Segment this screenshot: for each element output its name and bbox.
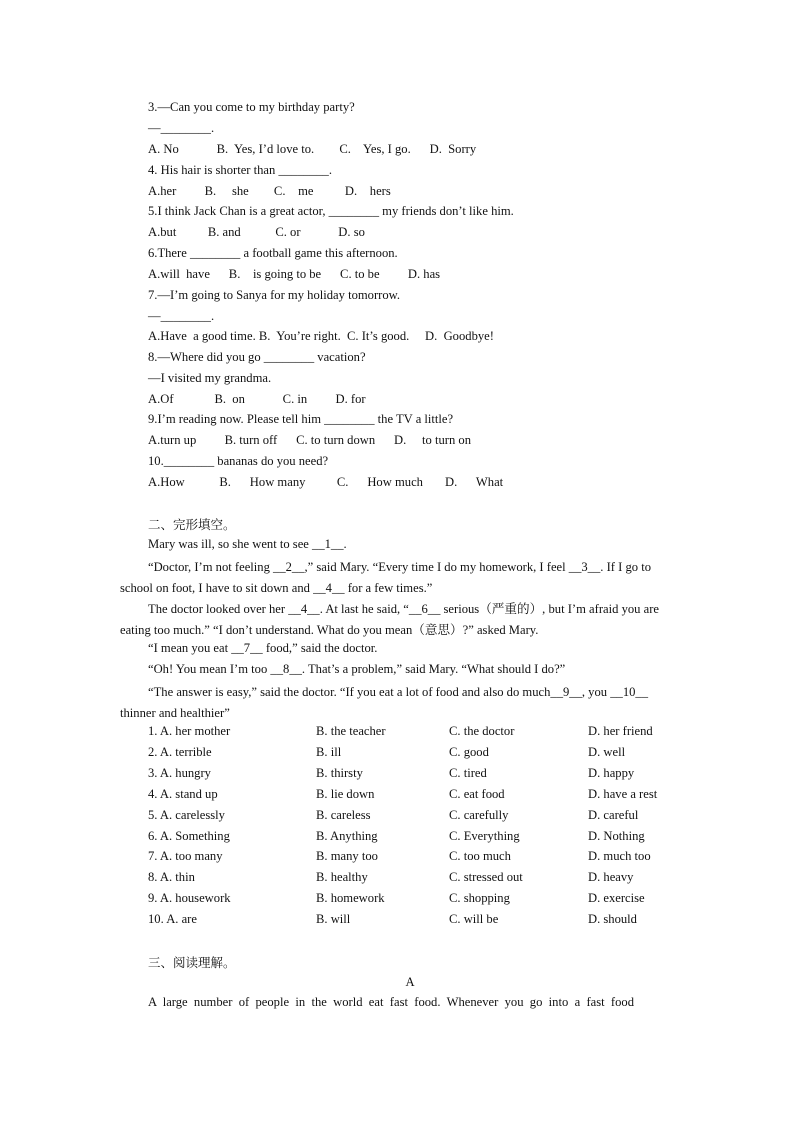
- cloze-option-6-B: B. Anything: [316, 828, 378, 843]
- question-5: 5.I think Jack Chan is a great actor, ________ my friends don’t like him.: [148, 204, 514, 218]
- cloze-option-2-C: C. good: [449, 744, 489, 759]
- question-7-answer-blank: —________.: [148, 309, 215, 323]
- cloze-paragraph-6: “The answer is easy,” said the doctor. “If you eat a lot of food and also do much__9__, you __10__ thinner and healthier”: [120, 685, 649, 720]
- cloze-paragraph-1: Mary was ill, so she went to see __1__.: [148, 537, 347, 551]
- cloze-option-6-A: 6. A. Something: [148, 828, 230, 843]
- cloze-option-3-D: D. happy: [588, 765, 635, 780]
- cloze-option-7-A: 7. A. too many: [148, 849, 223, 864]
- cloze-option-4-C: C. eat food: [449, 786, 505, 801]
- cloze-paragraph-5: “Oh! You mean I’m too __8__. That’s a problem,” said Mary. “What should I do?”: [148, 662, 566, 676]
- cloze-option-8-B: B. healthy: [316, 870, 368, 885]
- cloze-option-7-D: D. much too: [588, 849, 651, 864]
- cloze-option-4-B: B. lie down: [316, 786, 375, 801]
- cloze-option-7-B: B. many too: [316, 849, 378, 864]
- cloze-option-1-B: B. the teacher: [316, 724, 386, 738]
- cloze-option-8-C: C. stressed out: [449, 870, 523, 885]
- question-7-options: A.Have a good time. B. You’re right. C. It’s good. D. Goodbye!: [148, 329, 494, 343]
- question-3-options: A. No B. Yes, I’d love to. C. Yes, I go. D. Sorry: [148, 142, 477, 156]
- cloze-option-4-A: 4. A. stand up: [148, 786, 218, 801]
- question-4: 4. His hair is shorter than ________.: [148, 163, 332, 177]
- cloze-option-5-C: C. carefully: [449, 807, 509, 822]
- cloze-option-4-D: D. have a rest: [588, 786, 658, 801]
- cloze-option-3-C: C. tired: [449, 765, 487, 780]
- cloze-option-6-D: D. Nothing: [588, 828, 645, 843]
- question-10: 10.________ bananas do you need?: [148, 454, 329, 468]
- cloze-paragraph-2: “Doctor, I’m not feeling __2__,” said Mary. “Every time I do my homework, I feel __3__. If I go to school on foot, I have to sit down and __4__ for a few times.”: [120, 560, 651, 595]
- cloze-paragraph-3: The doctor looked over her __4__. At last he said, “__6__ serious（严重的）, but I’m afraid you are eating too much.” “I don’t understand. What do you mean（意思）?” asked Mary.: [120, 602, 659, 637]
- question-9-options: A.turn up B. turn off C. to turn down D. to turn on: [148, 433, 471, 447]
- question-6: 6.There ________ a football game this afternoon.: [148, 246, 398, 260]
- cloze-option-9-B: B. homework: [316, 891, 385, 906]
- cloze-option-7-C: C. too much: [449, 849, 511, 864]
- cloze-option-10-D: D. should: [588, 912, 637, 927]
- question-8-options: A.Of B. on C. in D. for: [148, 392, 366, 406]
- question-7: 7.—I’m going to Sanya for my holiday tomorrow.: [148, 288, 401, 302]
- question-10-options: A.How B. How many C. How much D. What: [148, 475, 504, 489]
- cloze-option-10-B: B. will: [316, 912, 351, 927]
- cloze-option-2-A: 2. A. terrible: [148, 744, 212, 759]
- cloze-option-1-A: 1. A. her mother: [148, 724, 231, 738]
- cloze-option-2-B: B. ill: [316, 744, 342, 759]
- question-3-answer-blank: —________.: [148, 121, 215, 135]
- section-3-title: 三、阅读理解。: [148, 955, 236, 970]
- cloze-option-8-D: D. heavy: [588, 870, 634, 885]
- cloze-option-1-C: C. the doctor: [449, 724, 515, 738]
- cloze-option-6-C: C. Everything: [449, 828, 520, 843]
- question-4-options: A.her B. she C. me D. hers: [148, 184, 391, 198]
- section-2-title: 二、完形填空。: [148, 517, 236, 532]
- cloze-option-2-D: D. well: [588, 744, 626, 759]
- cloze-option-3-B: B. thirsty: [316, 765, 363, 780]
- cloze-option-5-A: 5. A. carelessly: [148, 807, 225, 822]
- passage-a-label: A: [405, 975, 415, 989]
- question-9: 9.I’m reading now. Please tell him ________ the TV a little?: [148, 412, 454, 426]
- cloze-paragraph-4: “I mean you eat __7__ food,” said the doctor.: [148, 641, 378, 655]
- question-8: 8.—Where did you go ________ vacation?: [148, 350, 366, 364]
- cloze-option-10-A: 10. A. are: [148, 912, 197, 927]
- cloze-option-3-A: 3. A. hungry: [148, 765, 211, 780]
- cloze-option-8-A: 8. A. thin: [148, 870, 195, 885]
- cloze-option-5-D: D. careful: [588, 807, 639, 822]
- reading-paragraph-1: A large number of people in the world eat fast food. Whenever you go into a fast food: [148, 995, 635, 1009]
- cloze-option-9-A: 9. A. housework: [148, 891, 231, 906]
- question-6-options: A.will have B. is going to be C. to be D. has: [148, 267, 441, 281]
- cloze-option-9-C: C. shopping: [449, 891, 510, 906]
- cloze-option-9-D: D. exercise: [588, 891, 645, 906]
- question-8-reply: —I visited my grandma.: [148, 371, 272, 385]
- question-5-options: A.but B. and C. or D. so: [148, 225, 365, 239]
- cloze-option-1-D: D. her friend: [588, 724, 653, 738]
- cloze-option-10-C: C. will be: [449, 912, 499, 927]
- cloze-option-5-B: B. careless: [316, 807, 371, 822]
- question-3: 3.—Can you come to my birthday party?: [148, 100, 355, 114]
